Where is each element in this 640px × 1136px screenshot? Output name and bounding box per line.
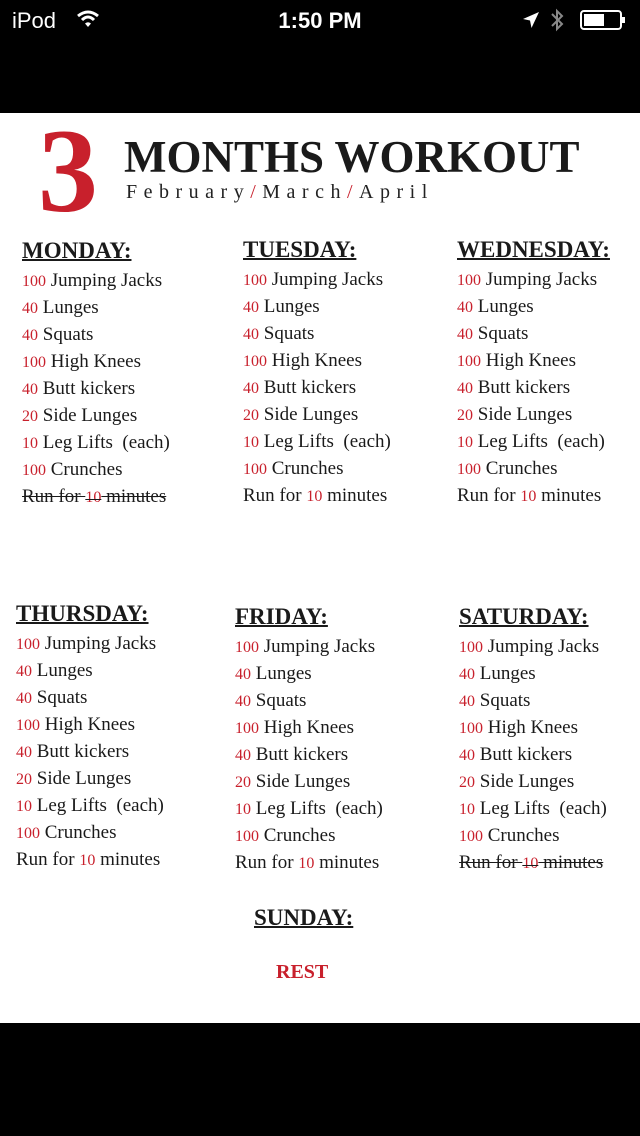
rest-label: REST [276,961,329,983]
exercise-count: 100 [235,720,259,737]
exercise-label: Crunches [259,825,336,846]
big-number: 3 [38,104,98,237]
exercise-label: Butt kickers [38,378,136,399]
exercise-label: Butt kickers [32,741,130,762]
exercise-item [243,401,443,428]
exercise-count: 40 [459,666,475,683]
exercise-label: Squats [473,323,529,344]
exercise-item [22,483,222,510]
poster-subtitle [126,181,434,204]
exercise-label: Lunges [32,660,93,681]
exercise-label: High Knees [259,717,354,738]
exercise-item [459,660,640,687]
exercise-label: Butt kickers [251,744,349,765]
exercise-label: Jumping Jacks [483,636,600,657]
exercise-label: Lunges [251,663,312,684]
subtitle-month: February [126,181,251,203]
exercise-item [22,267,222,294]
poster-title: MONTHS WORKOUT [124,132,580,182]
exercise-count: 10 [522,855,539,872]
day-wednesday [457,234,640,509]
exercise-label: Leg Lifts (each) [259,431,391,452]
exercise-count: 40 [459,747,475,764]
carrier-label: iPod [12,8,57,33]
exercise-count: 10 [243,434,259,451]
exercise-item [235,741,435,768]
exercise-item [16,738,216,765]
exercise-item [16,711,216,738]
exercise-label: minutes [95,849,161,870]
exercise-count: 40 [22,327,38,344]
exercise-count: 40 [16,663,32,680]
exercise-item [16,684,216,711]
exercise-item [243,455,443,482]
exercise-label: Side Lunges [251,771,351,792]
exercise-count: 20 [16,771,32,788]
exercise-label: minutes [538,852,604,873]
exercise-count: 20 [243,407,259,424]
exercise-item [16,819,216,846]
day-heading: SUNDAY: [254,905,354,930]
workout-poster [0,104,640,1023]
exercise-label: Leg Lifts (each) [475,798,607,819]
exercise-prefix: Run for [457,485,521,506]
exercise-label: Lunges [259,296,320,317]
exercise-label: Butt kickers [259,377,357,398]
exercise-item [235,714,435,741]
exercise-item [22,375,222,402]
subtitle-separator: / [346,181,360,203]
day-thursday [16,598,216,873]
exercise-label: Jumping Jacks [46,270,163,291]
exercise-count: 100 [459,720,483,737]
exercise-label: Jumping Jacks [481,269,598,290]
exercise-item [235,849,435,876]
exercise-count: 40 [457,299,473,316]
exercise-item [243,374,443,401]
exercise-prefix: Run for [22,486,86,507]
exercise-count: 100 [22,354,46,371]
exercise-item [243,293,443,320]
exercise-count: 40 [235,693,251,710]
exercise-label: Butt kickers [473,377,571,398]
exercise-label: Side Lunges [475,771,575,792]
exercise-label: Squats [32,687,88,708]
exercise-count: 100 [235,828,259,845]
day-heading: MONDAY: [22,238,132,263]
clock: 1:50 PM [278,8,362,33]
exercise-item [459,714,640,741]
exercise-count: 40 [22,381,38,398]
exercise-item [235,822,435,849]
exercise-item [243,320,443,347]
exercise-item [457,347,640,374]
exercise-label: Crunches [40,822,117,843]
exercise-count: 20 [459,774,475,791]
exercise-count: 40 [235,666,251,683]
exercise-label: Lunges [473,296,534,317]
exercise-count: 100 [22,462,46,479]
exercise-item [235,795,435,822]
exercise-prefix: Run for [459,852,523,873]
exercise-count: 10 [298,855,315,872]
exercise-item [459,741,640,768]
exercise-count: 10 [79,852,96,869]
exercise-count: 40 [22,300,38,317]
exercise-label: High Knees [46,351,141,372]
exercise-count: 100 [243,461,267,478]
bluetooth-icon [550,8,564,32]
exercise-label: Side Lunges [473,404,573,425]
battery-icon [580,10,626,30]
exercise-prefix: Run for [16,849,80,870]
exercise-count: 20 [457,407,473,424]
day-friday [235,601,435,876]
exercise-label: Butt kickers [475,744,573,765]
exercise-label: Squats [251,690,307,711]
exercise-label: Jumping Jacks [259,636,376,657]
day-heading: SATURDAY: [459,604,589,629]
day-heading: THURSDAY: [16,601,149,626]
exercise-item [457,293,640,320]
exercise-count: 100 [16,825,40,842]
exercise-item [459,849,640,876]
exercise-label: minutes [536,485,602,506]
exercise-item [459,633,640,660]
exercise-count: 40 [243,299,259,316]
exercise-count: 40 [243,380,259,397]
exercise-count: 10 [459,801,475,818]
exercise-count: 100 [235,639,259,656]
exercise-label: High Knees [483,717,578,738]
exercise-label: minutes [322,485,388,506]
exercise-count: 100 [459,639,483,656]
exercise-count: 10 [457,434,473,451]
exercise-label: Squats [259,323,315,344]
exercise-label: High Knees [267,350,362,371]
exercise-label: Leg Lifts (each) [251,798,383,819]
exercise-item [243,347,443,374]
exercise-label: Side Lunges [259,404,359,425]
exercise-prefix: Run for [243,485,307,506]
exercise-count: 40 [235,747,251,764]
day-saturday [459,601,640,876]
exercise-label: Leg Lifts (each) [473,431,605,452]
exercise-item [22,429,222,456]
exercise-item [16,792,216,819]
exercise-item [243,482,443,509]
exercise-count: 40 [16,744,32,761]
exercise-label: High Knees [481,350,576,371]
exercise-item [457,428,640,455]
exercise-item [22,321,222,348]
exercise-count: 10 [22,435,38,452]
exercise-item [459,687,640,714]
exercise-item [22,456,222,483]
exercise-count: 100 [16,636,40,653]
exercise-item [457,482,640,509]
exercise-item [22,348,222,375]
exercise-item [22,402,222,429]
exercise-label: Jumping Jacks [267,269,384,290]
exercise-label: Squats [38,324,94,345]
day-heading: TUESDAY: [243,237,357,262]
exercise-label: Leg Lifts (each) [32,795,164,816]
exercise-item [22,294,222,321]
exercise-label: Lunges [475,663,536,684]
exercise-label: Side Lunges [38,405,138,426]
exercise-item [243,266,443,293]
exercise-item [243,428,443,455]
exercise-count: 40 [243,326,259,343]
exercise-count: 10 [235,801,251,818]
exercise-count: 10 [520,488,537,505]
day-monday [22,235,222,510]
exercise-item [235,633,435,660]
exercise-item [235,768,435,795]
subtitle-month: March [262,181,347,203]
exercise-count: 40 [457,380,473,397]
exercise-count: 20 [235,774,251,791]
exercise-label: Crunches [267,458,344,479]
exercise-item [16,630,216,657]
exercise-count: 40 [16,690,32,707]
exercise-label: Side Lunges [32,768,132,789]
exercise-count: 100 [457,272,481,289]
exercise-item [457,374,640,401]
exercise-label: Jumping Jacks [40,633,157,654]
exercise-label: minutes [314,852,380,873]
exercise-count: 100 [22,273,46,290]
exercise-count: 10 [16,798,32,815]
exercise-item [459,795,640,822]
exercise-item [457,455,640,482]
exercise-label: Lunges [38,297,99,318]
exercise-label: Crunches [483,825,560,846]
exercise-count: 100 [16,717,40,734]
exercise-count: 100 [457,461,481,478]
exercise-count: 40 [459,693,475,710]
exercise-item [459,768,640,795]
exercise-count: 40 [457,326,473,343]
exercise-label: minutes [101,486,167,507]
exercise-count: 100 [459,828,483,845]
exercise-count: 10 [85,489,102,506]
exercise-label: Squats [475,690,531,711]
exercise-count: 100 [243,353,267,370]
exercise-item [16,657,216,684]
exercise-item [235,660,435,687]
exercise-item [16,765,216,792]
location-arrow-icon [522,11,540,29]
exercise-item [457,266,640,293]
exercise-label: Crunches [46,459,123,480]
status-bar [0,0,640,40]
day-tuesday [243,234,443,509]
exercise-item [457,320,640,347]
exercise-count: 100 [457,353,481,370]
exercise-item [16,846,216,873]
exercise-prefix: Run for [235,852,299,873]
subtitle-separator: / [250,181,263,203]
exercise-count: 20 [22,408,38,425]
exercise-label: Crunches [481,458,558,479]
exercise-item [459,822,640,849]
exercise-label: Leg Lifts (each) [38,432,170,453]
subtitle-month: April [359,181,434,203]
exercise-count: 10 [306,488,323,505]
exercise-label: High Knees [40,714,135,735]
exercise-item [235,687,435,714]
exercise-count: 100 [243,272,267,289]
day-heading: FRIDAY: [235,604,328,629]
exercise-item [457,401,640,428]
day-heading: WEDNESDAY: [457,237,610,262]
